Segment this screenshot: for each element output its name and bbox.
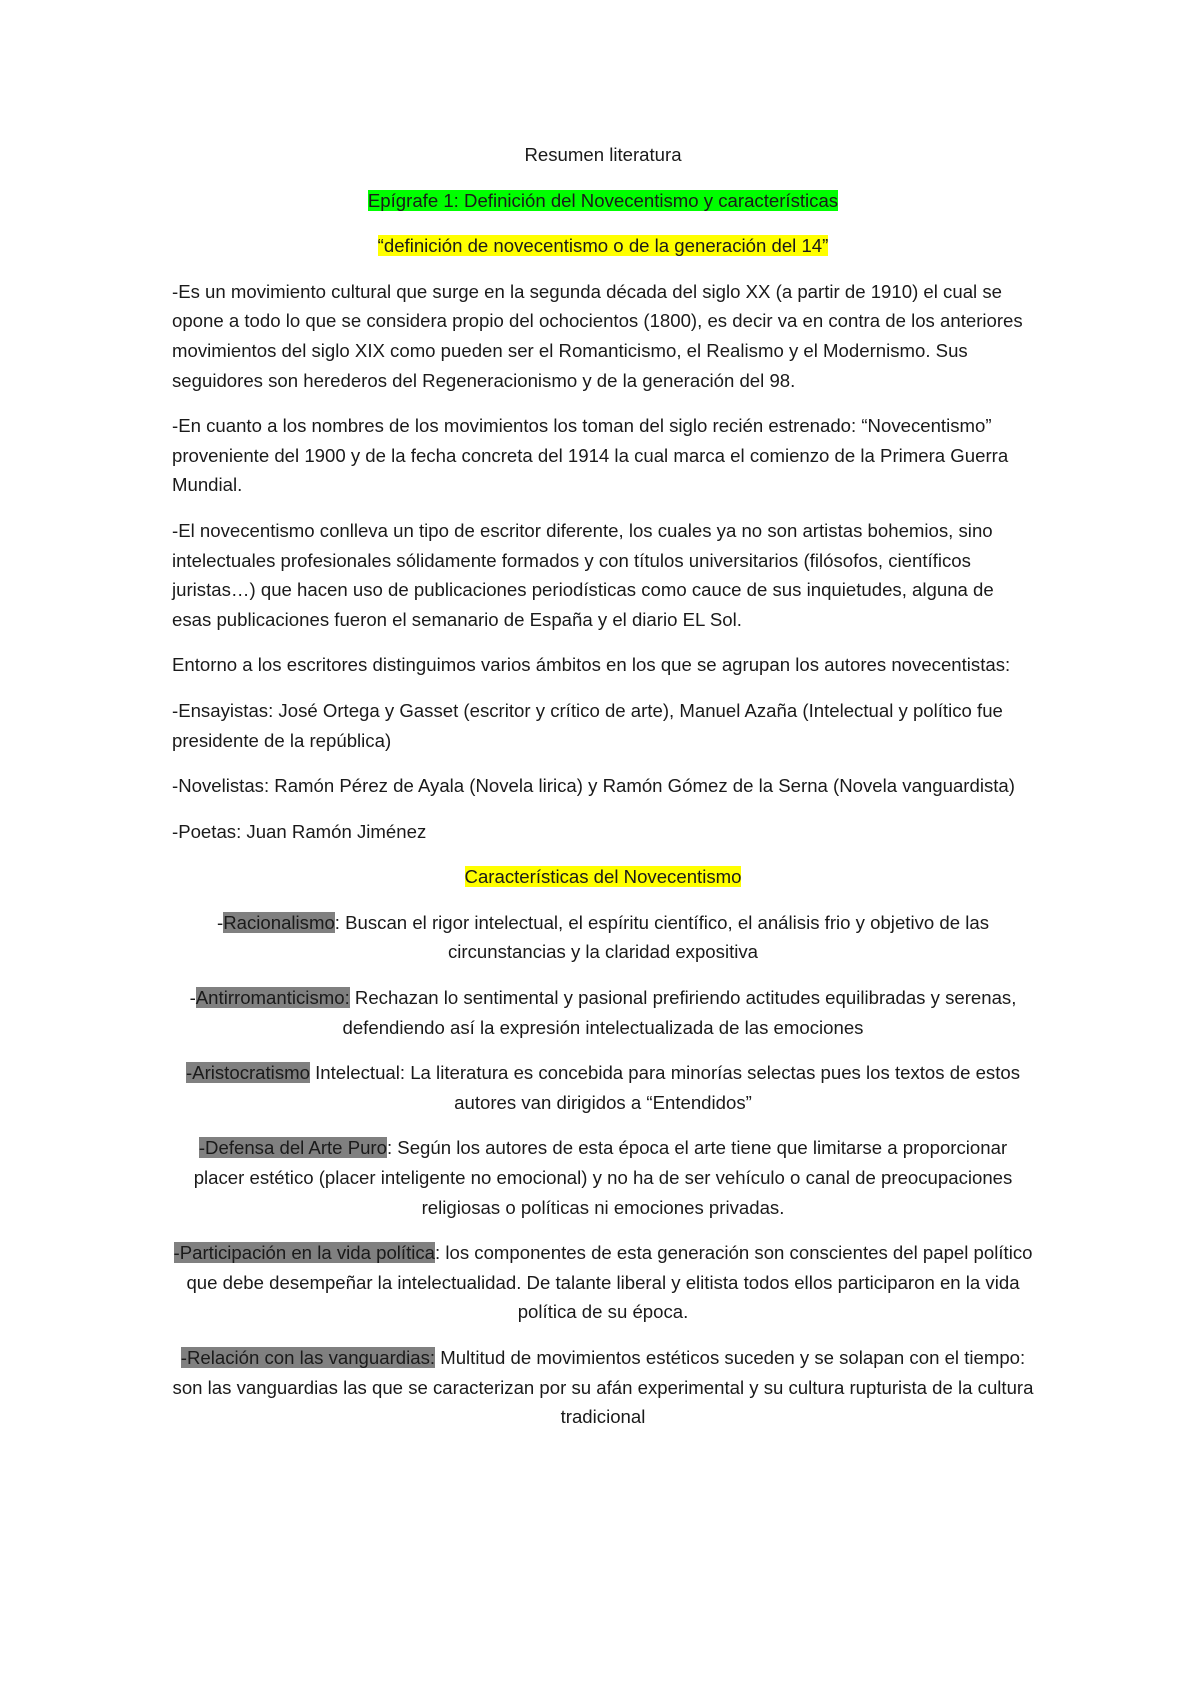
paragraph-poets: -Poetas: Juan Ramón Jiménez: [172, 820, 427, 842]
paragraph-novelists: -Novelistas: Ramón Pérez de Ayala (Novela lirica) y Ramón Gómez de la Serna (Novela vanguardista): [172, 775, 1015, 797]
characteristic-description: : Buscan el rigor intelectual, el espíritu científico, el análisis frio y objetivo de las circunstancias y la claridad expositiva: [334, 911, 990, 963]
characteristic-term: -Participación en la vida política: [173, 1242, 436, 1264]
document-page: [172, 140, 1034, 1448]
characteristic-item: [172, 1133, 1034, 1222]
characteristics-heading: [172, 862, 1034, 892]
epigraph-heading-text: Epígrafe 1: Definición del Novecentismo y características: [367, 189, 839, 211]
characteristic-item: [172, 1238, 1034, 1327]
characteristic-term: -Relación con las vanguardias:: [180, 1347, 436, 1368]
definition-heading: [172, 231, 1034, 261]
paragraph-authors-intro: Entorno a los escritores distinguimos varios ámbitos en los que se agrupan los autores novecentistas:: [172, 654, 1011, 676]
characteristic-description: : Según los autores de esta época el arte tiene que limitarse a proporcionar placer estético (placer inteligente no emocional) y no ha de ser vehículo o canal de preocupaciones religiosas o políticas ni emociones privadas.: [193, 1137, 1013, 1218]
characteristics-heading-text: Características del Novecentismo: [464, 866, 742, 888]
characteristic-item: [172, 983, 1034, 1042]
title-text: Resumen literatura: [524, 144, 682, 165]
characteristics-list: [172, 908, 1034, 1432]
paragraph-writer-type: -El novecentismo conlleva un tipo de escritor diferente, los cuales ya no son artistas bohemios, sino intelectuales profesionales sólidamente formados y con títulos universitarios (filósofos, científicos juristas…) que hacen uso de publicaciones periodísticas como cauce de sus inquietudes, alguna de esas publicaciones fueron el semanario de España y el diario EL Sol.: [172, 519, 994, 630]
characteristic-item: [172, 908, 1034, 967]
characteristic-item: [172, 1343, 1034, 1432]
characteristic-item: [172, 1058, 1034, 1117]
characteristic-description: Intelectual: La literatura es concebida para minorías selectas pues los textos de estos autores van dirigidos a “Entendidos”: [309, 1062, 1021, 1113]
paragraph-essayists: -Ensayistas: José Ortega y Gasset (escritor y crítico de arte), Manuel Azaña (Intelectual y político fue presidente de la república): [172, 699, 1003, 751]
characteristic-description: : los componentes de esta generación son conscientes del papel político que debe desempeñar la intelectualidad. De talante liberal y elitista todos ellos participaron en la vida política de su época.: [186, 1242, 1033, 1323]
characteristic-term: Antirromanticismo:: [195, 987, 350, 1009]
characteristic-term: -Defensa del Arte Puro: [198, 1137, 387, 1159]
epigraph-heading: [172, 186, 1034, 216]
characteristic-description: Multitud de movimientos estéticos suceden y se solapan con el tiempo: son las vanguardias las que se caracterizan por su afán experimental y su cultura rupturista de la cultura tradicional: [172, 1347, 1034, 1428]
characteristic-description: Rechazan lo sentimental y pasional prefiriendo actitudes equilibradas y serenas, defendiendo así la expresión intelectualizada de las emociones: [342, 987, 1017, 1038]
item-prefix: -: [216, 911, 224, 933]
characteristic-term: Racionalismo: [223, 911, 335, 933]
characteristic-term: -Aristocratismo: [185, 1062, 310, 1084]
document-title: [172, 140, 1034, 170]
paragraph-names: -En cuanto a los nombres de los movimientos los toman del siglo recién estrenado: “Novecentismo” proveniente del 1900 y de la fecha concreta del 1914 la cual marca el comienzo de la Primera Guerra Mundial.: [172, 415, 1009, 496]
definition-heading-text: “definición de novecentismo o de la generación del 14”: [377, 235, 829, 257]
paragraph-definition: -Es un movimiento cultural que surge en la segunda década del siglo XX (a partir de 1910) el cual se opone a todo lo que se considera propio del ochocientos (1800), es decir va en contra de los anteriores movimientos del siglo XIX como pueden ser el Romanticismo, el Realismo y el Modernismo. Sus seguidores son herederos del Regeneracionismo y de la generación del 98.: [172, 280, 1023, 391]
item-prefix: -: [189, 987, 196, 1009]
